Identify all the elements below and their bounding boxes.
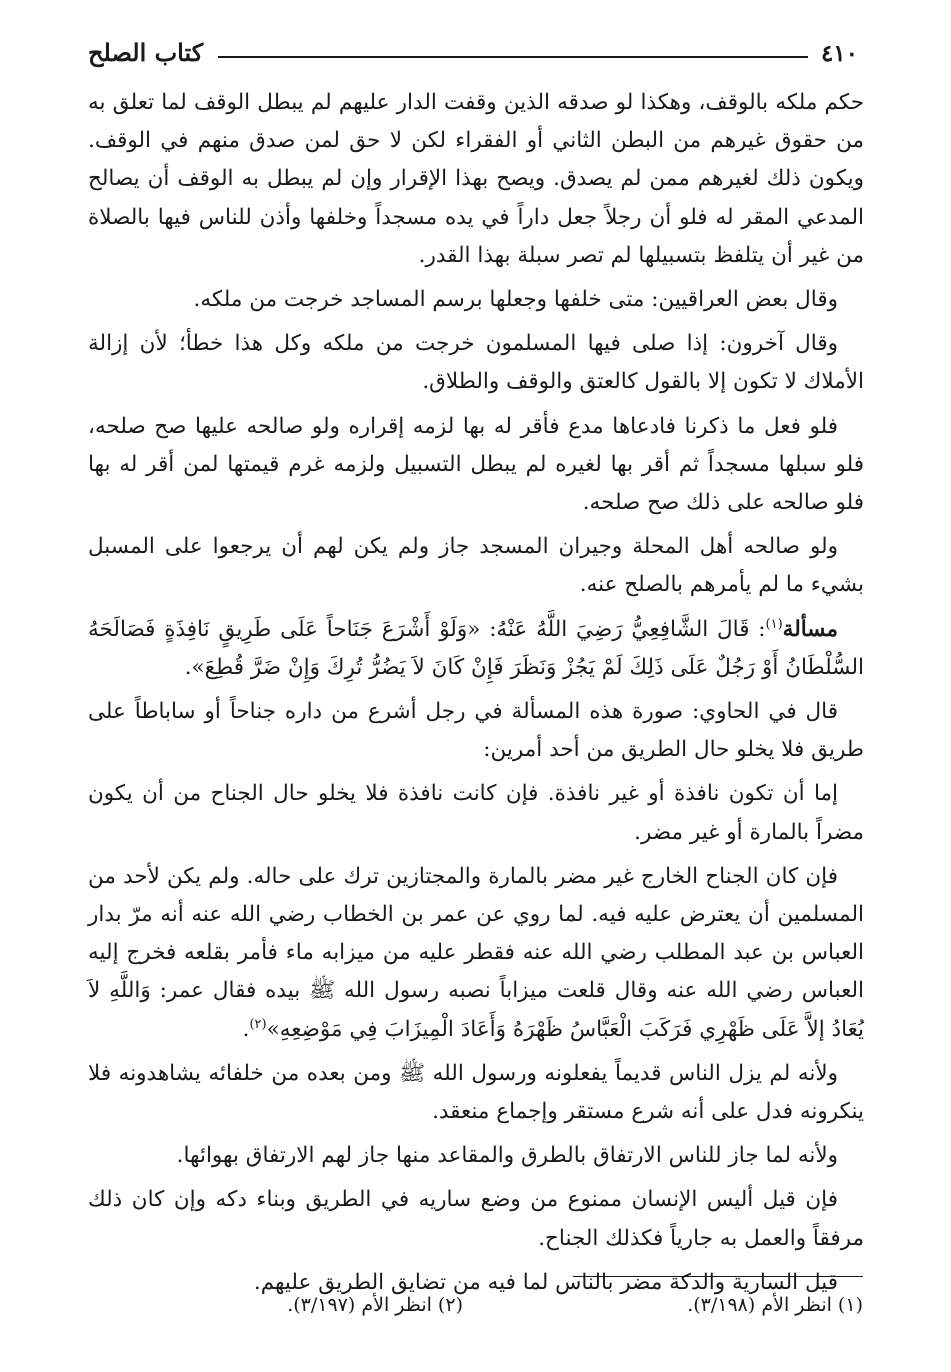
book-title: كتاب الصلح bbox=[88, 38, 204, 67]
paragraph: قال في الحاوي: صورة هذه المسألة في رجل أشرع من داره جناحاً أو ساباطاً على طريق فلا يخلو حال الطريق من أحد أمرين: bbox=[88, 699, 864, 763]
paragraph: ولأنه لما جاز للناس الارتفاق بالطرق والمقاعد منها جاز لهم الارتفاق بهوائها. bbox=[176, 1143, 838, 1169]
footnote-ref[interactable]: (١) bbox=[765, 616, 783, 632]
masala-paragraph bbox=[88, 611, 864, 687]
omar-text: فإن كان الجناح الخارج غير مضر بالمارة والمجتازين ترك على حاله. ولم يكن لأحد من المسلمين أن يعترض عليه فيه. لما روي عن عمر بن الخطاب رضي الله عنه أنه مرّ بدار العباس بن عبد المطلب رضي الله عنه فقطر عليه من ميزابه ماء فأمر بقلعه فخرج إليه العباس رضي الله عنه وقال قلعت ميزاباً نصبه رسول الله ﷺ بيده فقال عمر: وَاللَّهِ لاَ يُعَادُ إلاَّ عَلَى ظَهْرِي فَرَكَبَ الْعَبَّاسُ ظَهْرَهُ وَأَعَادَ الْمِيزَابَ فِي مَوْضِعِهِ» bbox=[88, 863, 864, 1042]
footnotes bbox=[87, 1294, 863, 1324]
running-head bbox=[88, 34, 866, 70]
paragraph: ولو صالحه أهل المحلة وجيران المسجد جاز ولم يكن لهم أن يرجعوا على المسبل بشيء ما لم يأمرهم بالصلح عنه. bbox=[88, 534, 864, 598]
body-text bbox=[88, 84, 864, 1308]
paragraph: حكم ملكه بالوقف، وهكذا لو صدقه الذين وقفت الدار عليهم لم يبطل الوقف لما تعلق به من حقوق غيرهم من البطن الثاني أو الفقراء لكن لا حق لمن صدق منهم في الوقف. ويكون ذلك لغيرهم ممن لم يصدق. ويصح بهذا الإقرار وإن لم يبطل به الوقف أن يصالح المدعي المقر له فلو أن رجلاً جعل داراً في يده مسجداً وخلفها وأذن للناس فيها بالصلاة من غير أن يتلفظ بتسبيلها لم تصر سبلة بهذا القدر. bbox=[88, 90, 864, 268]
omar-end: . bbox=[242, 1016, 250, 1042]
paragraph: فلو فعل ما ذكرنا فادعاها مدع فأقر له بها لزمه إقراره ولو صالحه عليها صح صلحه، فلو سبلها مسجداً ثم أقر بها لغيره لم يبطل التسبيل ولزمه غرم قيمتها لمن أقر له بها فلو صالحه على ذلك صح صلحه. bbox=[88, 413, 864, 516]
masala-label: مسألة bbox=[782, 616, 838, 642]
paragraph: فإن قيل أليس الإنسان ممنوع من وضع ساريه في الطريق وبناء دكه وإن كان ذلك مرفقاً والعمل به جارياً فكذلك الجناح. bbox=[88, 1187, 864, 1251]
footnote-rule bbox=[573, 1276, 863, 1277]
footnote-ref[interactable]: (٢) bbox=[249, 1016, 267, 1032]
paragraph: إما أن تكون نافذة أو غير نافذة. فإن كانت نافذة فلا يخلو حال الجناح من أن يكون مضراً بالمارة أو غير مضر. bbox=[88, 781, 864, 845]
paragraph: ولأنه لم يزل الناس قديماً يفعلونه ورسول الله ﷺ ومن بعده من خلفائه يشاهدونه فلا ينكرونه فدل على أنه شرع مستقر وإجماع منعقد. bbox=[88, 1060, 864, 1125]
footnote: (٢) انظر الأم (٣/١٩٧). bbox=[287, 1294, 463, 1316]
header-rule bbox=[218, 56, 808, 58]
paragraph: قيل السارية والدكة مضر بالناس لما فيه من تضايق الطريق عليهم. bbox=[253, 1269, 838, 1295]
page-number: ٤١٠ bbox=[820, 40, 858, 67]
footnote: (١) انظر الأم (٣/١٩٨). bbox=[687, 1294, 863, 1316]
paragraph: وقال آخرون: إذا صلى فيها المسلمون خرجت من ملكه وكل هذا خطأ؛ لأن إزالة الأملاك لا تكون إلا بالقول كالعتق والوقف والطلاق. bbox=[88, 331, 864, 395]
paragraph: وقال بعض العراقيين: متى خلفها وجعلها برسم المساجد خرجت من ملكه. bbox=[193, 287, 838, 313]
omar-paragraph bbox=[88, 858, 864, 1049]
masala-text: : قَالَ الشَّافِعِيُّ رَضِيَ اللَّهُ عَنْهُ: «وَلَوْ أَشْرَعَ جَنَاحاً عَلَى طَرِيقٍ نَافِذَةٍ فَصَالَحَهُ السُّلْطَانُ أَوْ رَجُلٌ عَلَى ذَلِكَ لَمْ يَجُزْ وَنَظَرَ فَإِنْ كَانَ لاَ يَضُرُّ تُرِكَ وَإِنْ ضَرَّ قُطِعَ». bbox=[88, 616, 864, 680]
